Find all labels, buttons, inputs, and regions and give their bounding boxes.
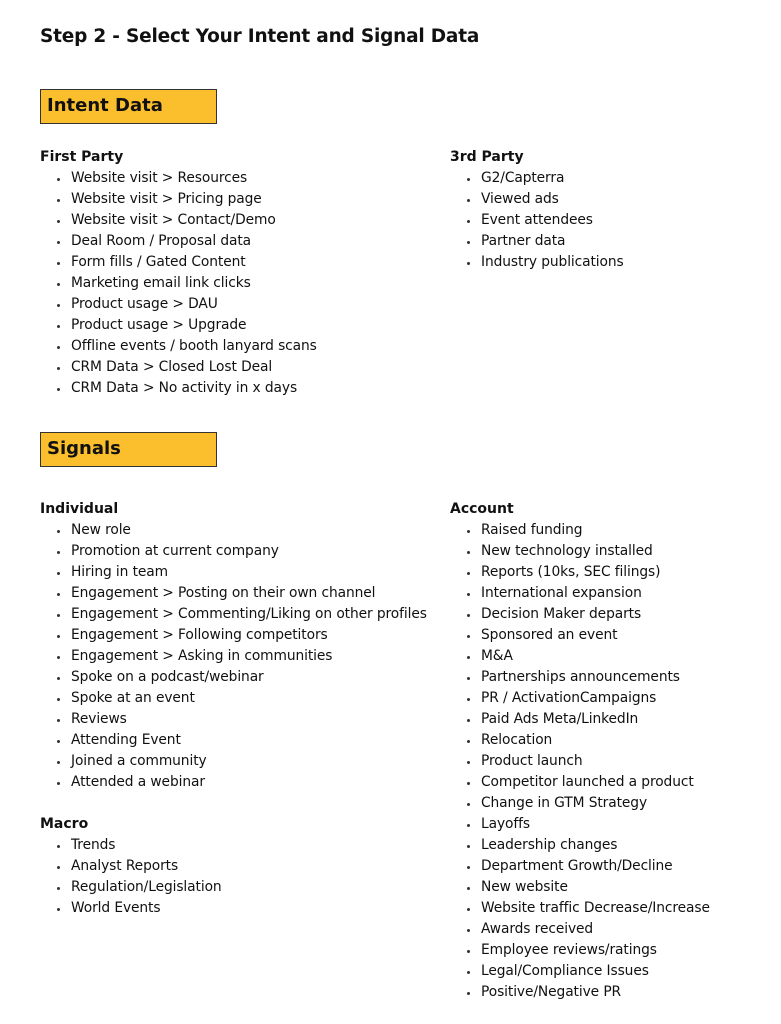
intent-data-header: Intent Data bbox=[40, 89, 217, 124]
account-item: Reports (10ks, SEC filings) bbox=[450, 562, 710, 583]
individual-item: Engagement > Following competitors bbox=[40, 625, 427, 646]
individual-item: Promotion at current company bbox=[40, 541, 427, 562]
first-party-item: Website visit > Resources bbox=[40, 168, 317, 189]
account-item: New technology installed bbox=[450, 541, 710, 562]
macro-item: Trends bbox=[40, 835, 427, 856]
account-item: Sponsored an event bbox=[450, 625, 710, 646]
first-party-column bbox=[40, 147, 317, 399]
individual-item: Reviews bbox=[40, 709, 427, 730]
third-party-item: Partner data bbox=[450, 231, 624, 252]
first-party-item: Form fills / Gated Content bbox=[40, 252, 317, 273]
account-item: M&A bbox=[450, 646, 710, 667]
first-party-item: Website visit > Pricing page bbox=[40, 189, 317, 210]
signals-header: Signals bbox=[40, 432, 217, 467]
account-item: Website traffic Decrease/Increase bbox=[450, 898, 710, 919]
individual-item: Spoke at an event bbox=[40, 688, 427, 709]
individual-item: Engagement > Asking in communities bbox=[40, 646, 427, 667]
macro-list bbox=[40, 835, 427, 919]
account-item: Raised funding bbox=[450, 520, 710, 541]
account-item: International expansion bbox=[450, 583, 710, 604]
third-party-item: Event attendees bbox=[450, 210, 624, 231]
first-party-item: Deal Room / Proposal data bbox=[40, 231, 317, 252]
account-item: Change in GTM Strategy bbox=[450, 793, 710, 814]
first-party-list bbox=[40, 168, 317, 399]
account-column bbox=[450, 499, 710, 1003]
account-item: Employee reviews/ratings bbox=[450, 940, 710, 961]
individual-column bbox=[40, 499, 427, 919]
individual-heading: Individual bbox=[40, 501, 119, 517]
third-party-column bbox=[450, 147, 624, 273]
account-heading: Account bbox=[450, 501, 514, 517]
individual-item: New role bbox=[40, 520, 427, 541]
first-party-heading: First Party bbox=[40, 149, 124, 165]
first-party-item: Product usage > DAU bbox=[40, 294, 317, 315]
first-party-item: CRM Data > No activity in x days bbox=[40, 378, 317, 399]
first-party-item: Marketing email link clicks bbox=[40, 273, 317, 294]
account-item: Competitor launched a product bbox=[450, 772, 710, 793]
individual-item: Spoke on a podcast/webinar bbox=[40, 667, 427, 688]
individual-item: Engagement > Posting on their own channel bbox=[40, 583, 427, 604]
first-party-item: Offline events / booth lanyard scans bbox=[40, 336, 317, 357]
account-item: Awards received bbox=[450, 919, 710, 940]
account-item: Leadership changes bbox=[450, 835, 710, 856]
account-item: Department Growth/Decline bbox=[450, 856, 710, 877]
account-item: PR / ActivationCampaigns bbox=[450, 688, 710, 709]
individual-list bbox=[40, 520, 427, 793]
individual-item: Attending Event bbox=[40, 730, 427, 751]
individual-item: Hiring in team bbox=[40, 562, 427, 583]
first-party-item: CRM Data > Closed Lost Deal bbox=[40, 357, 317, 378]
account-item: New website bbox=[450, 877, 710, 898]
macro-item: Regulation/Legislation bbox=[40, 877, 427, 898]
third-party-item: G2/Capterra bbox=[450, 168, 624, 189]
individual-item: Attended a webinar bbox=[40, 772, 427, 793]
third-party-item: Industry publications bbox=[450, 252, 624, 273]
third-party-list bbox=[450, 168, 624, 273]
first-party-item: Website visit > Contact/Demo bbox=[40, 210, 317, 231]
account-item: Legal/Compliance Issues bbox=[450, 961, 710, 982]
macro-item: World Events bbox=[40, 898, 427, 919]
account-list bbox=[450, 520, 710, 1003]
account-item: Partnerships announcements bbox=[450, 667, 710, 688]
macro-heading: Macro bbox=[40, 816, 89, 832]
account-item: Decision Maker departs bbox=[450, 604, 710, 625]
individual-item: Engagement > Commenting/Liking on other profiles bbox=[40, 604, 427, 625]
third-party-item: Viewed ads bbox=[450, 189, 624, 210]
account-item: Product launch bbox=[450, 751, 710, 772]
account-item: Positive/Negative PR bbox=[450, 982, 710, 1003]
first-party-item: Product usage > Upgrade bbox=[40, 315, 317, 336]
third-party-heading: 3rd Party bbox=[450, 149, 524, 165]
macro-item: Analyst Reports bbox=[40, 856, 427, 877]
account-item: Layoffs bbox=[450, 814, 710, 835]
page-title: Step 2 - Select Your Intent and Signal Data bbox=[40, 26, 480, 47]
account-item: Paid Ads Meta/LinkedIn bbox=[450, 709, 710, 730]
individual-item: Joined a community bbox=[40, 751, 427, 772]
account-item: Relocation bbox=[450, 730, 710, 751]
